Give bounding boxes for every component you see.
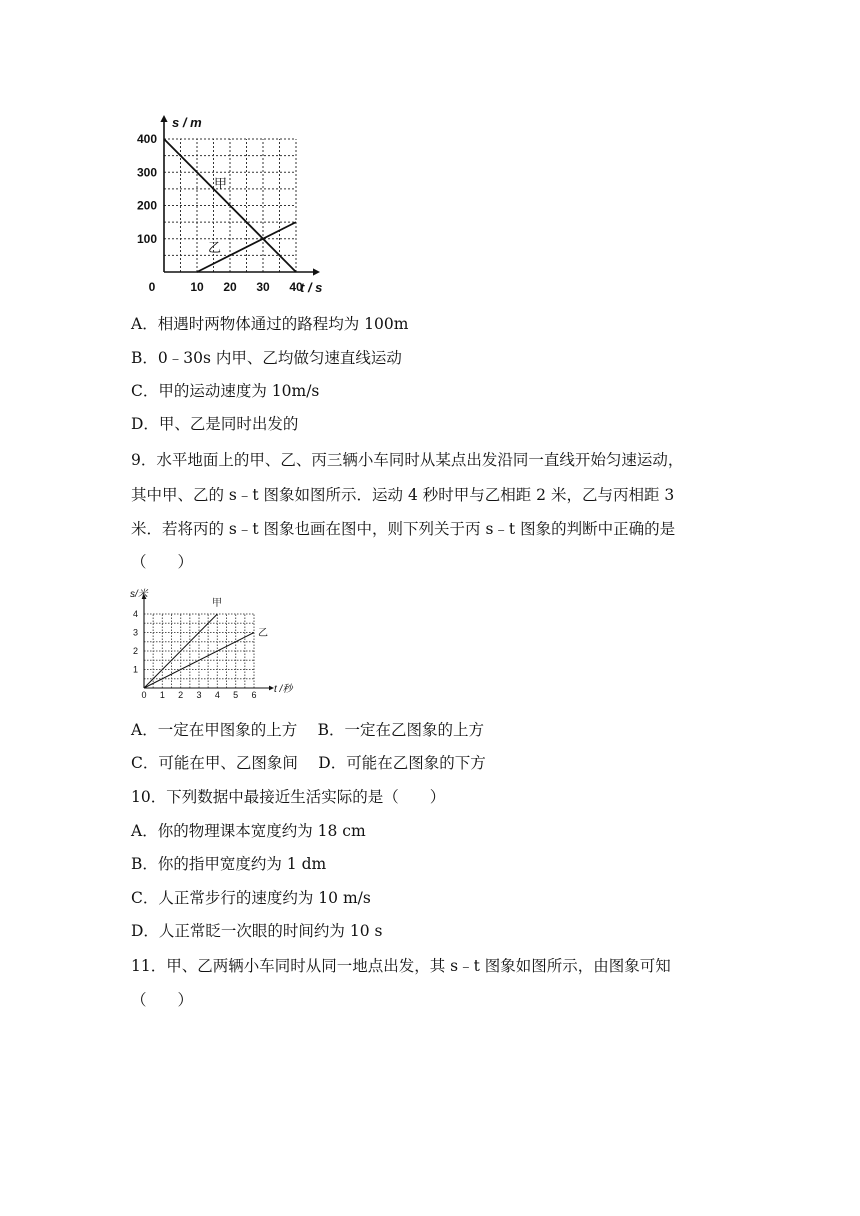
- x-tick-label: 2: [178, 690, 184, 700]
- y-axis-arrow: [160, 115, 167, 122]
- y-tick-label: 2: [132, 646, 138, 657]
- q8-st-chart: [128, 110, 338, 300]
- y-tick-label: 4: [132, 609, 138, 620]
- q11-stem-line-1: 11．甲、乙两辆小车同时从同一地点出发，其 s﹣t 图象如图所示，由图象可知: [131, 957, 671, 975]
- x-tick-label: 1: [159, 690, 165, 700]
- q10-option-d: D．人正常眨一次眼的时间约为 10 s: [131, 922, 383, 940]
- x-tick-label: 4: [214, 690, 220, 700]
- q11-stem-line-2: （ ）: [131, 991, 194, 1009]
- x-tick-label: 5: [233, 690, 239, 700]
- y-tick-label: 100: [136, 231, 157, 246]
- y-axis-label: s/米: [130, 589, 148, 600]
- series-name-label-1: 甲: [212, 598, 222, 609]
- x-tick-label: 40: [289, 280, 303, 294]
- q10-option-a: A．你的物理课本宽度约为 18 cm: [131, 822, 366, 840]
- x-tick-label: 30: [256, 280, 270, 294]
- y-tick-label: 300: [136, 165, 157, 180]
- q9-chart-svg: [128, 584, 308, 700]
- q9-stem-line-3: 米．若将丙的 s﹣t 图象也画在图中，则下列关于丙 s﹣t 图象的判断中正确的是: [131, 520, 676, 538]
- x-axis-label: t / s: [300, 280, 323, 295]
- q9-stem-line-1: 9．水平地面上的甲、乙、丙三辆小车同时从某点出发沿同一直线开始匀速运动，: [131, 451, 684, 469]
- series-line-1: [144, 614, 217, 688]
- y-tick-label: 400: [136, 132, 157, 147]
- x-tick-label: 0: [141, 690, 147, 700]
- q8-option-c: C．甲的运动速度为 10m/s: [131, 382, 320, 400]
- q8-option-d: D．甲、乙是同时出发的: [131, 415, 299, 433]
- series-name-label-1: 甲: [214, 176, 228, 191]
- q9-options-row-1: A．一定在甲图象的上方 B．一定在乙图象的上方: [131, 721, 485, 739]
- x-tick-label: 10: [190, 280, 204, 294]
- y-tick-label: 200: [136, 198, 157, 213]
- y-axis-label: s / m: [172, 115, 202, 130]
- q10-option-c: C．人正常步行的速度约为 10 m/s: [131, 889, 371, 907]
- x-tick-label: 3: [196, 690, 202, 700]
- q8-chart-svg: [128, 110, 338, 300]
- q9-st-chart: [128, 584, 308, 700]
- q8-option-a: A．相遇时两物体通过的路程均为 100m: [131, 315, 409, 333]
- q9-stem-line-4: （ ）: [131, 553, 194, 571]
- x-tick-label: 20: [223, 280, 237, 294]
- q10-stem: 10．下列数据中最接近生活实际的是（ ）: [131, 788, 446, 806]
- x-axis-arrow: [313, 268, 320, 275]
- x-tick-label: 0: [148, 280, 156, 294]
- q10-option-b: B．你的指甲宽度约为 1 dm: [131, 855, 327, 873]
- q9-stem-line-2: 其中甲、乙的 s﹣t 图象如图所示．运动 4 秒时甲与乙相距 2 米，乙与丙相距 3: [131, 486, 675, 504]
- series-name-label-2: 乙: [258, 628, 268, 639]
- y-tick-label: 3: [132, 627, 138, 638]
- x-axis-label: t /秒: [274, 684, 293, 695]
- y-tick-label: 1: [132, 664, 138, 675]
- q9-options-row-2: C．可能在甲、乙图象间 D．可能在乙图象的下方: [131, 754, 486, 772]
- x-tick-label: 6: [251, 690, 257, 700]
- series-name-label-2: 乙: [208, 240, 222, 255]
- q8-option-b: B．0﹣30s 内甲、乙均做匀速直线运动: [131, 349, 402, 367]
